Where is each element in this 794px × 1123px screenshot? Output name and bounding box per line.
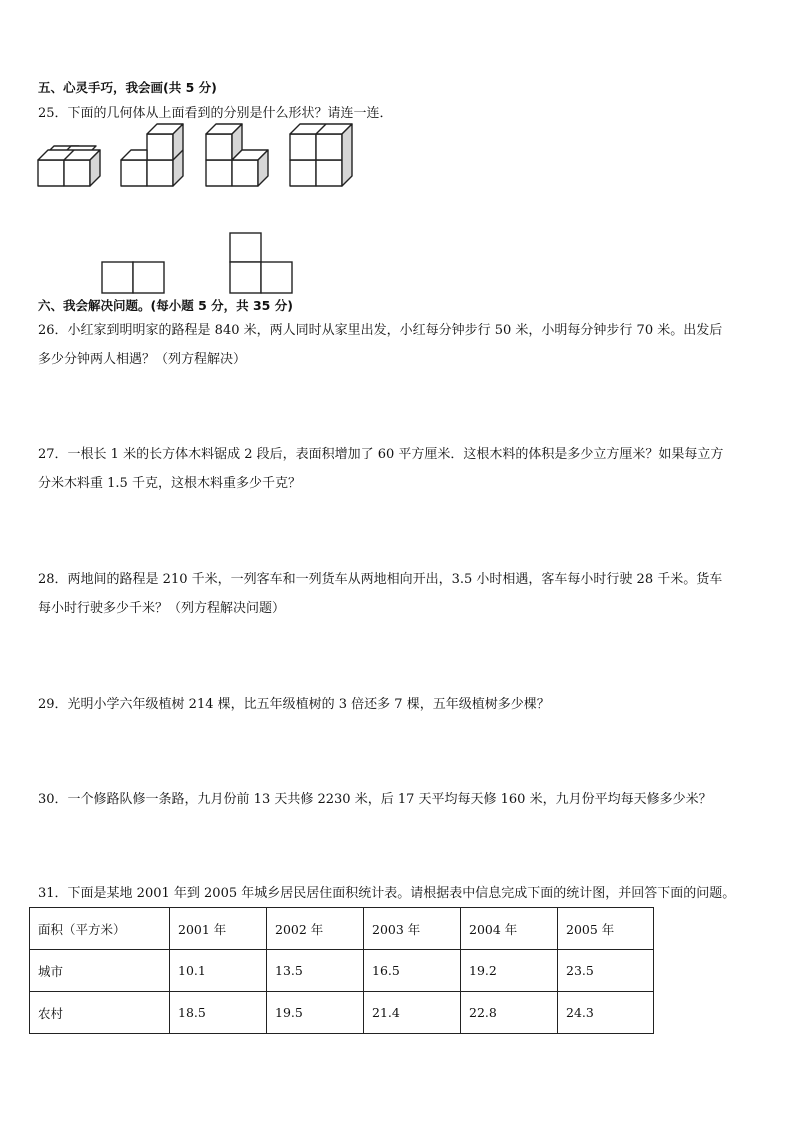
table-cell: 16.5 <box>364 950 461 992</box>
residential-area-table <box>29 907 654 1034</box>
top-view-two-squares <box>102 262 166 294</box>
question-31: 31．下面是某地 2001 年到 2005 年城乡居民居住面积统计表。请根据表中信息完成下面的统计图，并回答下面的问题。 <box>38 886 736 901</box>
table-header-cell: 2002 年 <box>267 908 364 950</box>
question-26-line-2: 多少分钟两人相遇？（列方程解决） <box>38 352 247 367</box>
table-header-row <box>30 908 654 950</box>
table-cell: 10.1 <box>170 950 267 992</box>
table-cell: 19.2 <box>461 950 558 992</box>
table-cell: 城市 <box>30 950 170 992</box>
question-28-line-1: 28．两地间的路程是 210 千米，一列客车和一列货车从两地相向开出，3.5 小时相遇，客车每小时行驶 28 千米。货车 <box>38 572 723 587</box>
table-cell: 24.3 <box>558 992 654 1034</box>
table-header-cell: 面积（平方米） <box>30 908 170 950</box>
question-27 <box>38 440 723 498</box>
question-26 <box>38 316 722 374</box>
table-row <box>30 992 654 1034</box>
table-cell: 农村 <box>30 992 170 1034</box>
table-cell: 19.5 <box>267 992 364 1034</box>
table-cell: 13.5 <box>267 950 364 992</box>
question-25-text: 25．下面的几何体从上面看到的分别是什么形状？请连一连． <box>38 106 393 121</box>
question-28-line-2: 每小时行驶多少千米？（列方程解决问题） <box>38 601 286 616</box>
table-header-cell: 2001 年 <box>170 908 267 950</box>
top-view-l-shape <box>230 233 294 295</box>
cube-figure-3 <box>206 132 268 188</box>
cube-figure-4 <box>290 132 352 188</box>
question-26-line-1: 26．小红家到明明家的路程是 840 米，两人同时从家里出发，小红每分钟步行 50 米，小明每分钟步行 70 米。出发后 <box>38 323 723 338</box>
table-header-cell: 2005 年 <box>558 908 654 950</box>
table-cell: 18.5 <box>170 992 267 1034</box>
section-five-heading: 五、心灵手巧，我会画(共 5 分) <box>38 80 217 95</box>
question-28 <box>38 565 722 623</box>
section-six-heading: 六、我会解决问题。(每小题 5 分，共 35 分) <box>38 298 293 313</box>
table-cell: 21.4 <box>364 992 461 1034</box>
question-27-line-2: 分米木料重 1.5 千克，这根木料重多少千克？ <box>38 476 301 491</box>
table-row <box>30 950 654 992</box>
table-header-cell: 2003 年 <box>364 908 461 950</box>
question-30: 30．一个修路队修一条路，九月份前 13 天共修 2230 米，后 17 天平均每天修 160 米，九月份平均每天修多少米？ <box>38 792 712 807</box>
cube-figure-2 <box>121 132 183 188</box>
table-cell: 23.5 <box>558 950 654 992</box>
table-cell: 22.8 <box>461 992 558 1034</box>
cube-figure-1 <box>38 146 100 188</box>
question-29: 29．光明小学六年级植树 214 棵，比五年级植树的 3 倍还多 7 棵，五年级植树多少棵？ <box>38 697 550 712</box>
question-27-line-1: 27．一根长 1 米的长方体木料锯成 2 段后，表面积增加了 60 平方厘米．这根木料的体积是多少立方厘米？如果每立方 <box>38 447 724 462</box>
table-header-cell: 2004 年 <box>461 908 558 950</box>
